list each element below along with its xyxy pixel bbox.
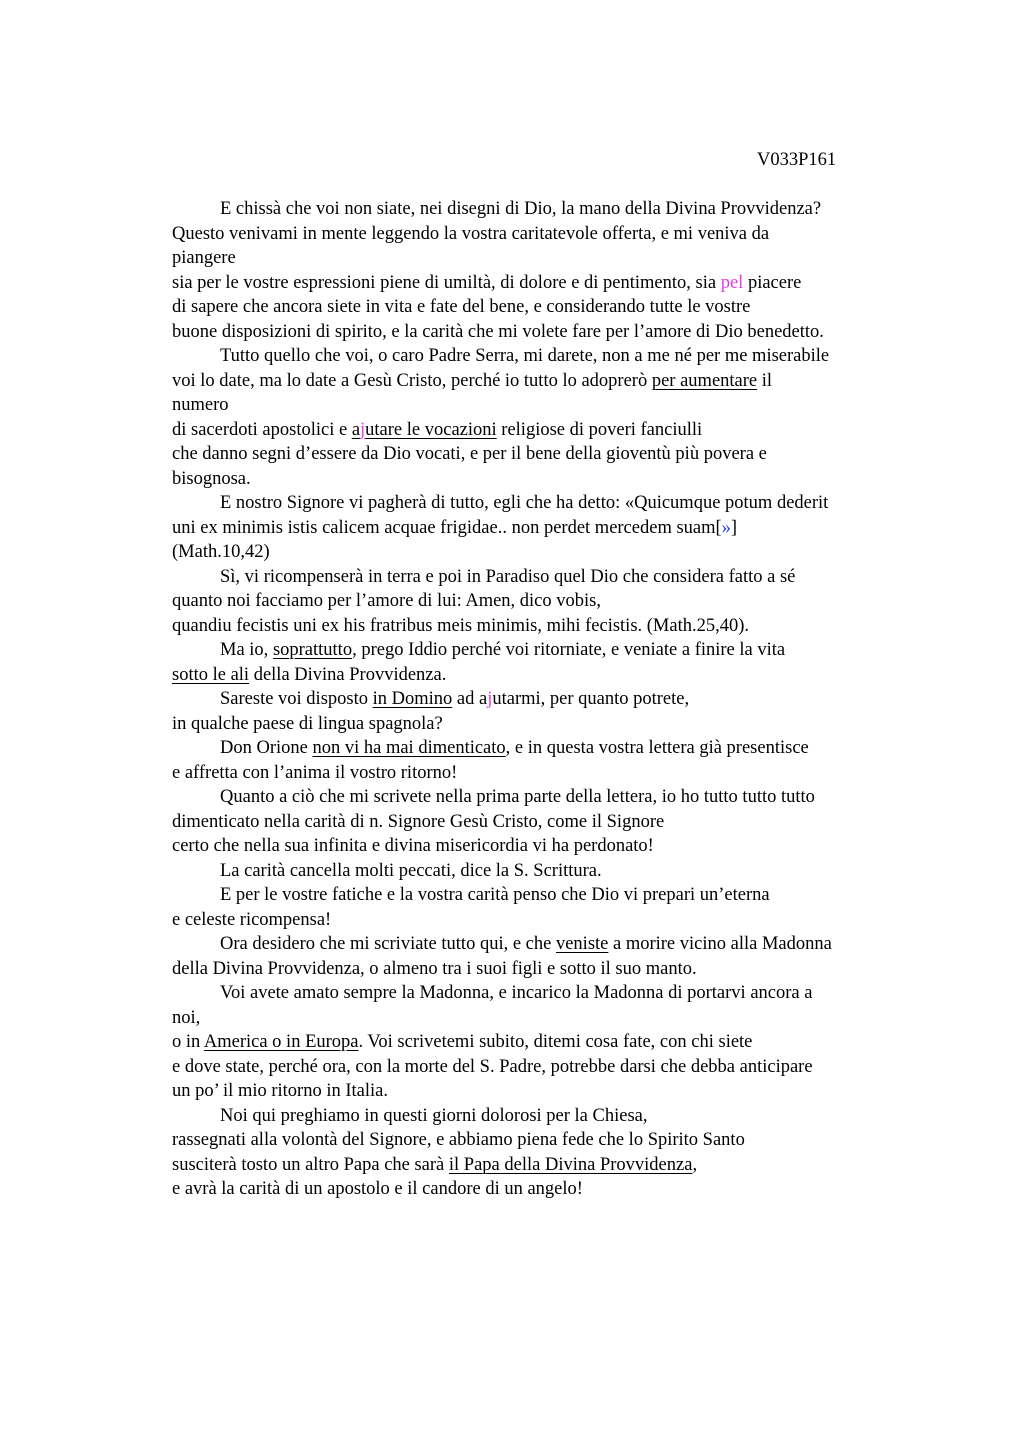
text-segment: , prego Iddio perché voi ritorniate, e veniate a finire la vita bbox=[352, 640, 786, 660]
text-line bbox=[172, 1177, 952, 1202]
text-segment: della Divina Provvidenza. bbox=[249, 664, 447, 685]
text-line bbox=[172, 320, 952, 345]
underlined-text: veniste bbox=[555, 934, 609, 954]
text-line bbox=[172, 663, 952, 688]
text-segment: o in bbox=[172, 1032, 204, 1052]
text-line bbox=[172, 1006, 952, 1031]
underlined-text: non vi ha mai dimenticato bbox=[312, 738, 506, 758]
text-segment: e avrà la carità di un apostolo e il candore di un angelo! bbox=[172, 1179, 583, 1199]
text-line bbox=[172, 957, 952, 982]
text-line bbox=[172, 418, 952, 443]
text-segment: piacere bbox=[743, 272, 802, 293]
text-line bbox=[172, 736, 952, 761]
text-segment: a morire vicino alla Madonna bbox=[608, 934, 832, 954]
text-segment: Sì, vi ricompenserà in terra e poi in Paradiso quel Dio che considera fatto a sé bbox=[220, 566, 796, 587]
text-segment: religiose di poveri fanciulli bbox=[496, 419, 703, 440]
text-segment: Voi avete amato sempre la Madonna, e incarico la Madonna di portarvi ancora a bbox=[220, 983, 813, 1003]
letter-body bbox=[172, 197, 952, 1202]
text-segment: di sacerdoti apostolici e bbox=[172, 419, 352, 440]
underlined-text: soprattutto bbox=[272, 640, 353, 660]
text-line bbox=[172, 1153, 952, 1178]
text-line bbox=[172, 908, 952, 933]
text-segment: uni ex minimis istis calicem acquae frigidae.. non perdet mercedem suam[ bbox=[172, 517, 722, 538]
underlined-text: j bbox=[360, 419, 366, 440]
text-segment: Questo venivami in mente leggendo la vostra caritatevole offerta, e mi veniva da bbox=[172, 223, 770, 244]
text-segment: in qualche paese di lingua spagnola? bbox=[172, 713, 443, 734]
text-line bbox=[172, 883, 952, 908]
text-segment: numero bbox=[172, 395, 229, 415]
text-line bbox=[172, 491, 952, 516]
text-line bbox=[172, 540, 952, 565]
text-segment: buone disposizioni di spirito, e la carità che mi volete fare per l’amore di Dio benedetto. bbox=[172, 321, 824, 342]
text-segment: ad a bbox=[452, 689, 488, 709]
text-segment: Noi qui preghiamo in questi giorni dolorosi per la Chiesa, bbox=[220, 1105, 648, 1126]
text-segment: Quanto a ciò che mi scrivete nella prima parte della lettera, io ho tutto tutto tutto bbox=[220, 787, 815, 807]
text-segment: quandiu fecistis uni ex his fratribus meis minimis, mihi fecistis. (Math.25,40). bbox=[172, 615, 750, 636]
text-line bbox=[172, 1079, 952, 1104]
text-segment: di sapere che ancora siete in vita e fate del bene, e considerando tutte le vostre bbox=[172, 297, 751, 317]
text-line bbox=[172, 712, 952, 737]
text-line bbox=[172, 638, 952, 663]
text-line bbox=[172, 589, 952, 614]
underlined-text: per aumentare bbox=[651, 370, 758, 391]
text-line bbox=[172, 785, 952, 810]
text-line bbox=[172, 393, 952, 418]
text-segment: utarmi, per quanto potrete, bbox=[492, 689, 690, 709]
text-segment: della Divina Provvidenza, o almeno tra i suoi figli e sotto il suo manto. bbox=[172, 958, 697, 979]
text-line bbox=[172, 467, 952, 492]
text-line bbox=[172, 222, 952, 247]
text-line bbox=[172, 1055, 952, 1080]
text-segment: , bbox=[692, 1154, 698, 1175]
underlined-text: sotto le ali bbox=[172, 664, 250, 685]
text-segment: certo che nella sua infinita e divina misericordia vi ha perdonato! bbox=[172, 836, 654, 856]
text-line bbox=[172, 271, 952, 296]
underlined-text: a bbox=[351, 419, 361, 440]
text-line bbox=[172, 295, 952, 320]
text-segment: E nostro Signore vi pagherà di tutto, egli che ha detto: «Quicumque potum dederit bbox=[220, 493, 829, 513]
text-line bbox=[172, 981, 952, 1006]
text-line bbox=[172, 246, 952, 271]
underlined-text: utare le vocazioni bbox=[365, 419, 497, 440]
text-segment: un po’ il mio ritorno in Italia. bbox=[172, 1081, 388, 1101]
text-line bbox=[172, 1128, 952, 1153]
text-segment: , e in questa vostra lettera già presentisce bbox=[505, 738, 809, 758]
text-segment: voi lo date, ma lo date a Gesù Cristo, perché io tutto lo adoprerò bbox=[172, 370, 652, 391]
text-segment: E per le vostre fatiche e la vostra carità penso che Dio vi prepari un’eterna bbox=[220, 885, 770, 905]
text-line bbox=[172, 442, 952, 467]
text-segment: sia per le vostre espressioni piene di umiltà, di dolore e di pentimento, sia bbox=[172, 272, 721, 293]
text-line bbox=[172, 565, 952, 590]
text-line bbox=[172, 859, 952, 884]
underlined-text: in Domino bbox=[372, 689, 453, 709]
text-line bbox=[172, 687, 952, 712]
text-segment: che danno segni d’essere da Dio vocati, e per il bene della gioventù più povera e bbox=[172, 444, 767, 464]
text-segment: La carità cancella molti peccati, dice la S. Scrittura. bbox=[220, 860, 602, 881]
text-segment: dimenticato nella carità di n. Signore Gesù Cristo, come il Signore bbox=[172, 811, 665, 832]
text-segment: Tutto quello che voi, o caro Padre Serra, mi darete, non a me né per me miserabile bbox=[220, 346, 830, 366]
text-segment: e dove state, perché ora, con la morte del S. Padre, potrebbe darsi che debba anticipare bbox=[172, 1056, 813, 1077]
text-segment: (Math.10,42) bbox=[172, 542, 270, 562]
text-segment: Don Orione bbox=[220, 738, 313, 758]
text-segment: il bbox=[757, 370, 773, 391]
text-segment: susciterà tosto un altro Papa che sarà bbox=[172, 1154, 449, 1175]
underlined-text: il Papa della Divina Provvidenza bbox=[448, 1154, 693, 1175]
text-segment: e celeste ricompensa! bbox=[172, 909, 332, 930]
text-segment: Ma io, bbox=[220, 640, 273, 660]
text-line bbox=[172, 369, 952, 394]
text-segment: Ora desidero che mi scriviate tutto qui, e che bbox=[220, 934, 556, 954]
text-line bbox=[172, 932, 952, 957]
text-line bbox=[172, 834, 952, 859]
text-segment: Sareste voi disposto bbox=[220, 689, 373, 709]
text-segment: bisognosa. bbox=[172, 468, 251, 489]
underlined-text: America o in Europa bbox=[203, 1032, 359, 1052]
text-line bbox=[172, 344, 952, 369]
text-segment: noi, bbox=[172, 1007, 201, 1028]
text-line bbox=[172, 1030, 952, 1055]
text-segment: quanto noi facciamo per l’amore di lui: Amen, dico vobis, bbox=[172, 591, 601, 611]
text-segment: . Voi scrivetemi subito, ditemi cosa fate, con chi siete bbox=[358, 1032, 753, 1052]
highlighted-text: j bbox=[487, 689, 493, 709]
text-line bbox=[172, 614, 952, 639]
text-segment: e affretta con l’anima il vostro ritorno! bbox=[172, 762, 458, 783]
page-identifier: V033P161 bbox=[757, 150, 837, 170]
text-segment: E chissà che voi non siate, nei disegni di Dio, la mano della Divina Provvidenza? bbox=[220, 199, 822, 219]
highlighted-text: pel bbox=[720, 272, 744, 293]
text-line bbox=[172, 197, 952, 222]
text-line bbox=[172, 516, 952, 541]
text-line bbox=[172, 761, 952, 786]
text-line bbox=[172, 1104, 952, 1129]
highlighted-text: » bbox=[721, 517, 731, 538]
text-segment: piangere bbox=[172, 248, 236, 268]
text-line bbox=[172, 810, 952, 835]
text-segment: ] bbox=[730, 517, 738, 538]
text-segment: rassegnati alla volontà del Signore, e abbiamo piena fede che lo Spirito Santo bbox=[172, 1130, 745, 1150]
